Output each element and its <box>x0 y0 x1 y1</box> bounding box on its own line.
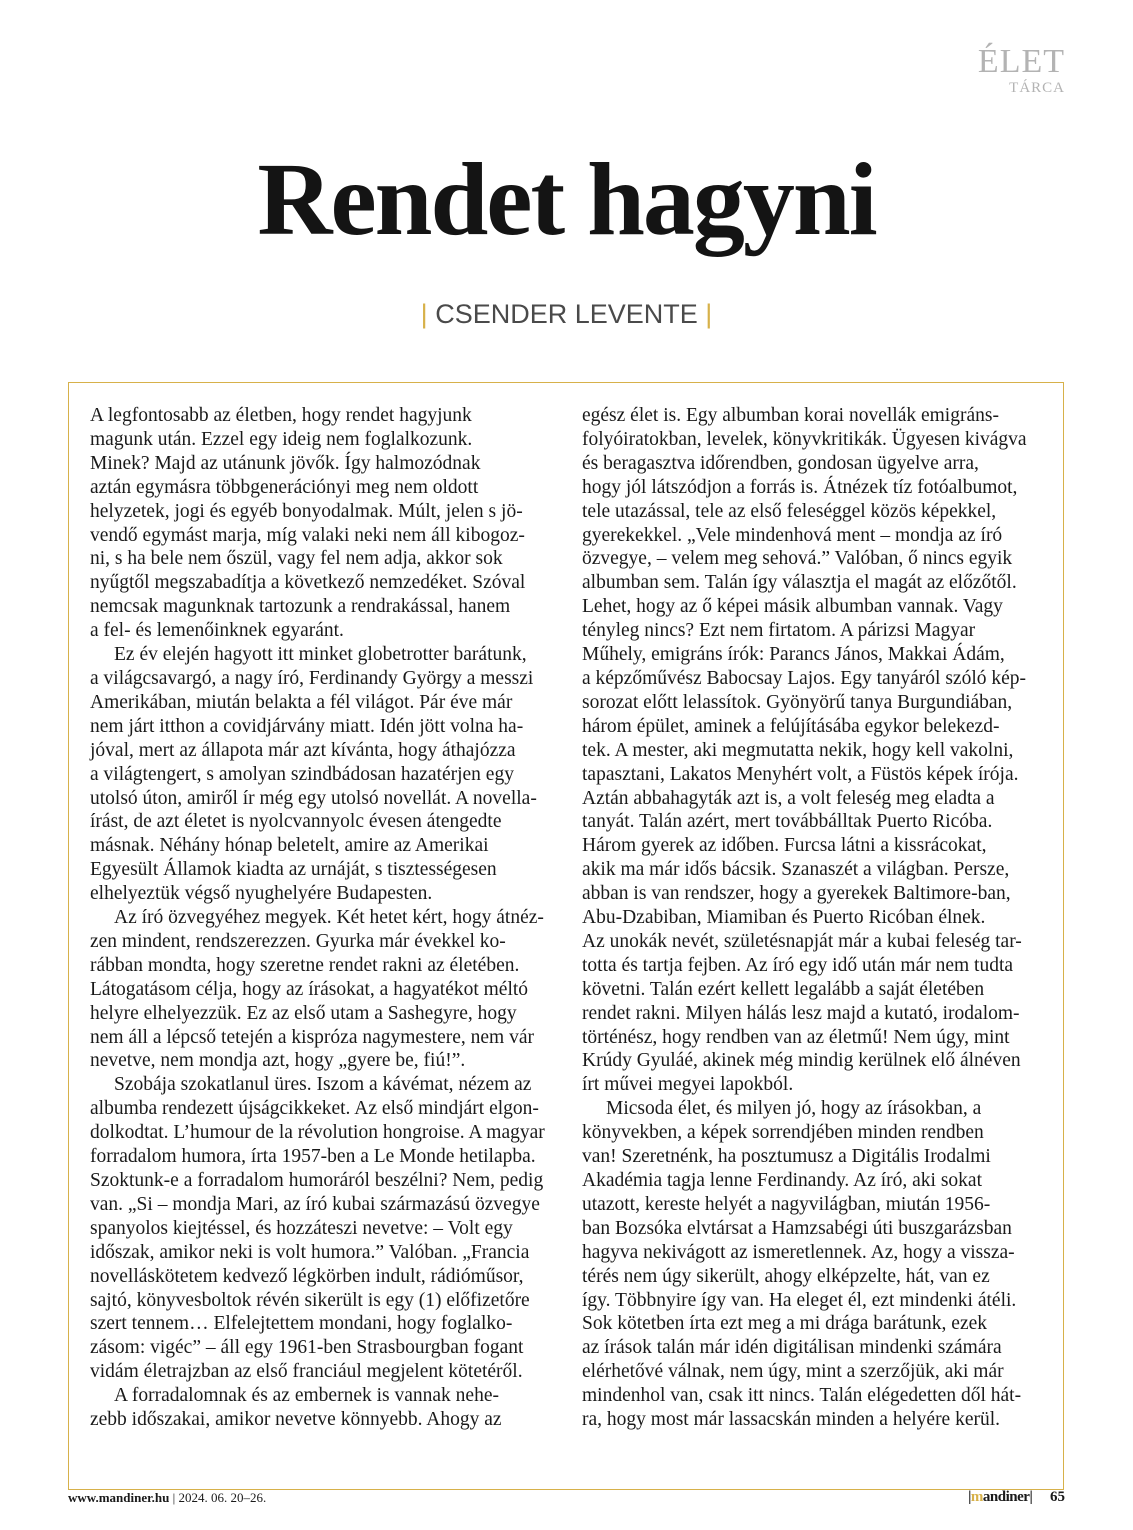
text-line: Aztán abbahagyták azt is, a volt feleség meg eladta a <box>582 787 995 809</box>
text-line: ni, s ha bele nem őszül, vagy fel nem adja, akkor sok <box>90 548 503 570</box>
text-line: van. „Si – mondja Mari, az író kubai származású özvegye <box>90 1193 540 1215</box>
text-line: tek. A mester, aki megmutatta nekik, hogy kell vakolni, <box>582 739 1014 761</box>
text-line: gyerekekkel. „Vele mindenhová ment – mondja az író <box>582 524 1003 546</box>
text-line: tanyát. Talán azért, mert továbbálltak Puerto Ricóba. <box>582 811 993 833</box>
text-line: történész, hogy rendben van az életmű! Nem úgy, mint <box>582 1026 1010 1048</box>
text-line: nem járt itthon a covidjárvány miatt. Idén jött volna ha- <box>90 715 524 737</box>
left-column <box>90 404 545 1432</box>
text-line: könyvekben, a képek sorrendjében minden rendben <box>582 1122 984 1144</box>
text-line: elérhetővé válnak, nem úgy, mint a szerzőjük, aki már <box>582 1361 1004 1383</box>
section-main: ÉLET <box>977 43 1065 80</box>
text-line: mindenhol van, csak itt nincs. Talán elégedetten dől hát- <box>582 1385 1022 1407</box>
text-line: tényleg nincs? Ezt nem firtatom. A párizsi Magyar <box>582 620 976 642</box>
text-line: Egyesült Államok kiadta az urnáját, s tisztességesen <box>90 859 497 881</box>
article-title: Rendet hagyni <box>257 142 876 257</box>
text-line: akik ma már idős bácsik. Szanaszét a világban. Persze, <box>582 859 1010 881</box>
text-line: aztán egymásra többgenerációnyi meg nem oldott <box>90 476 479 498</box>
text-line: forradalom humora, írta 1957-ben a Le Monde hetilapba. <box>90 1146 536 1168</box>
footer-separator: | <box>172 1490 176 1505</box>
text-line: vidám életrajzban az első franciául megjelent kötetéről. <box>90 1361 523 1383</box>
paragraph <box>582 1097 1028 1432</box>
paragraph <box>582 404 1028 1097</box>
text-line: van! Szeretnénk, ha posztumusz a Digitális Irodalmi <box>582 1146 991 1168</box>
text-line: Három gyerek az időben. Furcsa látni a kissrácokat, <box>582 835 987 857</box>
text-line: dolkodtat. L’humour de la révolution hongroise. A magyar <box>90 1122 545 1144</box>
page-number: 65 <box>1050 1489 1065 1505</box>
text-line: vendő egymást marja, míg valaki neki nem áll kibogoz- <box>90 524 525 546</box>
text-line: a világtengert, s amolyan szindbádosan hazatérjen egy <box>90 763 514 785</box>
author-line <box>0 296 1133 332</box>
text-line: Amerikában, miután belakta a fél világot. Pár éve már <box>90 691 513 713</box>
text-line: Akadémia tagja lenne Ferdinandy. Az író, aki sokat <box>582 1170 982 1191</box>
text-line: Műhely, emigráns írók: Parancs János, Makkai Ádám, <box>582 644 1005 666</box>
footer-left <box>68 1489 266 1507</box>
text-line: abban is van rendszer, hogy a gyerekek Baltimore-ban, <box>582 883 1011 905</box>
text-line: nevetve, nem mondja azt, hogy „gyere be, fiú!”. <box>90 1050 466 1072</box>
footer-url[interactable]: www.mandiner.hu <box>68 1490 170 1505</box>
text-line: utazott, kereste helyét a nagyvilágban, miután 1956- <box>582 1193 991 1215</box>
paragraph <box>90 643 536 906</box>
brand-logo: |mandiner| <box>968 1489 1033 1505</box>
text-line: helyzetek, jogi és egyéb bonyodalmak. Múlt, jelen s jö- <box>90 500 523 522</box>
text-line: térés nem úgy sikerült, ahogy elképzelte, hát, van ez <box>582 1265 990 1287</box>
text-line: Sok kötetben írta ezt meg a mi drága barátunk, ezek <box>582 1313 988 1335</box>
text-line: hogy jól látszódjon a forrás is. Átnézek tíz fotóalbumot, <box>582 476 1018 498</box>
text-line: sorozat előtt lelassítok. Gyönyörű tanya Burgundiában, <box>582 691 1013 713</box>
author-bar-left: | <box>420 299 428 329</box>
text-line: A legfontosabb az életben, hogy rendet hagyjunk <box>90 405 472 426</box>
text-line: Minek? Majd az utánunk jövők. Így halmozódnak <box>90 452 481 474</box>
text-line: Szobája szokatlanul üres. Iszom a kávémat, nézem az <box>114 1074 532 1096</box>
text-line: szert tennem… Elfelejtettem mondani, hogy foglalko- <box>90 1313 513 1335</box>
text-line: elhelyeztük végső nyughelyére Budapesten. <box>90 883 433 905</box>
text-line: spanyolos kiejtéssel, és hozzáteszi nevetve: – Volt egy <box>90 1217 513 1239</box>
text-line: albumban sem. Talán így választja el magát az előzőtől. <box>582 572 1017 594</box>
text-line: írást, de azt életet is nyolcvannyolc évesen átengedte <box>90 811 502 833</box>
text-line: nemcsak magunknak tartozunk a rendrakással, hanem <box>90 596 511 618</box>
text-line: albumba rendezett újságcikkeket. Az első mindjárt elgon- <box>90 1098 539 1120</box>
paragraph <box>90 906 544 1073</box>
author-bar-right: | <box>705 299 713 329</box>
text-line: nyűgtől megszabadítja a következő nemzedéket. Szóval <box>90 572 526 594</box>
text-line: hagyva nekivágott az ismeretlennek. Az, hogy a vissza- <box>582 1241 1015 1263</box>
text-line: utolsó úton, amiről ír még egy utolsó novellát. A novella- <box>90 787 537 809</box>
text-line: novelláskötetem kedvező légkörben indult, rádióműsor, <box>90 1265 524 1287</box>
text-line: A forradalomnak és az embernek is vannak nehe- <box>114 1385 499 1407</box>
section-sub: TÁRCA <box>1009 80 1065 96</box>
paragraph <box>90 404 536 643</box>
text-line: az írások talán már idén digitálisan mindenki számára <box>582 1337 1002 1359</box>
text-line: Micsoda élet, és milyen jó, hogy az írásokban, a <box>606 1098 982 1120</box>
text-line: Az író özvegyéhez megyek. Két hetet kért, hogy átnéz- <box>114 907 544 929</box>
text-line: ban Bozsóka elvtársat a Hamzsabégi úti buszgarázsban <box>582 1217 1012 1239</box>
text-line: zebb időszakai, amikor nevetve könnyebb. Ahogy az <box>90 1409 502 1431</box>
text-line: tapasztani, Lakatos Menyhért volt, a Füstös képek írója. <box>582 763 1019 785</box>
text-line: és beragasztva időrendben, gondosan ügyelve arra, <box>582 452 979 474</box>
footer-date: 2024. 06. 20–26. <box>178 1490 267 1505</box>
text-line: Lehet, hogy az ő képei másik albumban vannak. Vagy <box>582 596 1003 618</box>
text-line: követni. Talán ezért kellett legalább a saját életében <box>582 978 985 1000</box>
paragraph <box>90 1073 545 1384</box>
text-line: Látogatásom célja, hogy az írásokat, a hagyatékot méltó <box>90 978 529 1000</box>
text-line: Abu-Dzabiban, Miamiban és Puerto Ricóban élnek. <box>582 907 986 929</box>
text-line: Az unokák nevét, születésnapját már a kubai feleség tar- <box>582 930 1022 952</box>
text-line: zen mindent, rendszerezzen. Gyurka már évekkel ko- <box>90 930 506 952</box>
text-line: Szoktunk-e a forradalom humoráról beszélni? Nem, pedig <box>90 1170 544 1191</box>
text-line: magunk után. Ezzel egy ideig nem foglalkozunk. <box>90 428 473 450</box>
text-line: egész élet is. Egy albumban korai novellák emigráns- <box>582 405 999 426</box>
author-name: CSENDER LEVENTE <box>435 299 698 329</box>
text-line: a világcsavargó, a nagy író, Ferdinandy György a messzi <box>90 667 534 689</box>
text-line: nem áll a lépcső tetején a kispróza nagymestere, nem vár <box>90 1026 534 1048</box>
text-line: így. Többnyire így van. Ha eleget él, ezt mindenki átéli. <box>582 1289 1017 1311</box>
text-line: özvegye, – velem meg sehová.” Valóban, ő nincs egyik <box>582 548 1013 570</box>
text-line: zásom: vigéc” – áll egy 1961-ben Strasbourgban fogant <box>90 1337 524 1359</box>
text-line: időszak, amikor neki is volt humora.” Valóban. „Francia <box>90 1241 530 1263</box>
right-column <box>582 404 1028 1432</box>
text-line: Ez év elején hagyott itt minket globetrotter barátunk, <box>114 644 527 666</box>
text-line: rábban mondta, hogy szeretne rendet rakni az életében. <box>90 954 520 976</box>
text-line: Krúdy Gyuláé, akinek még mindig kerülnek elő álnéven <box>582 1050 1021 1072</box>
section-label <box>978 44 1065 96</box>
text-line: helyre elhelyezzük. Ez az első utam a Sashegyre, hogy <box>90 1002 517 1024</box>
footer-right <box>968 1487 1065 1507</box>
text-line: másnak. Néhány hónap beletelt, amire az Amerikai <box>90 835 489 857</box>
text-line: tele utazással, tele az első feleséggel közös képekkel, <box>582 500 997 522</box>
text-line: három épület, aminek a felújításába egykor belekezd- <box>582 715 1000 737</box>
text-line: jóval, mert az állapota már azt kívánta, hogy áthajózza <box>90 739 516 761</box>
text-line: sajtó, könyvesboltok révén sikerült is egy (1) előfizetőre <box>90 1289 530 1311</box>
text-line: a fel- és lemenőinknek egyaránt. <box>90 620 344 642</box>
text-line: írt művei megyei lapokból. <box>582 1074 794 1096</box>
text-line: folyóiratokban, levelek, könyvkritikák. Ügyesen kivágva <box>582 428 1027 450</box>
text-line: rendet rakni. Milyen hálás lesz majd a kutató, irodalom- <box>582 1002 1020 1024</box>
text-line: ra, hogy most már lassacskán minden a helyére kerül. <box>582 1409 1001 1431</box>
text-line: totta és tartja fejben. Az író egy idő után már nem tudta <box>582 954 1014 976</box>
text-line: a képzőművész Babocsay Lajos. Egy tanyáról szóló kép- <box>582 667 1027 689</box>
paragraph <box>90 1384 536 1432</box>
